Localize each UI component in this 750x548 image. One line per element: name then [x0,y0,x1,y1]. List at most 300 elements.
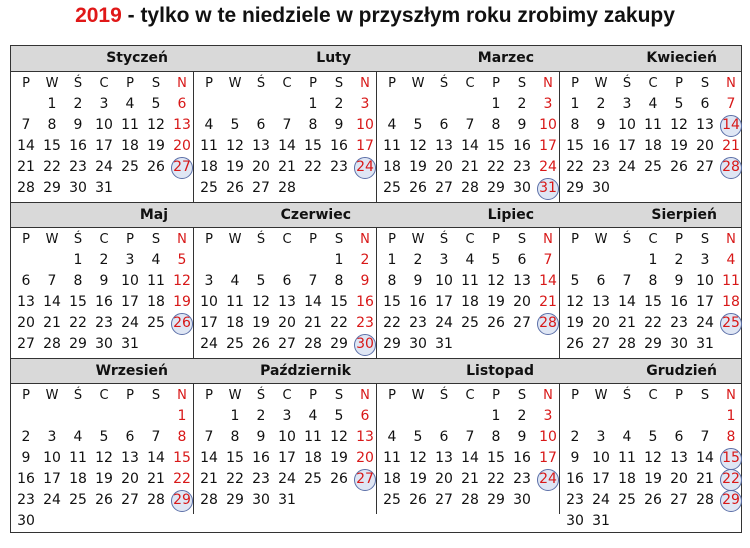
day-cell: 7 [465,429,475,445]
month-name: Kwiecień [646,50,717,66]
day-cell: 27 [252,180,270,196]
month-header [560,358,741,384]
day-cell: 28 [304,336,322,352]
sunday-day: 21 [539,294,557,310]
day-cell: 6 [439,117,449,133]
sunday-day: 6 [360,408,370,424]
weekday-label: Ś [622,232,632,247]
sunday-day: 9 [360,273,370,289]
day-cell: 6 [21,273,31,289]
weekday-label: N [726,76,736,91]
day-cell: 23 [409,315,427,331]
day-cell: 9 [517,117,527,133]
day-cell: 1 [387,252,397,268]
day-cell: 7 [465,117,475,133]
day-cell: 22 [226,471,244,487]
day-cell: 9 [256,429,266,445]
weekday-label: P [205,232,213,247]
day-cell: 17 [43,471,61,487]
weekday-label: W [228,232,242,247]
day-cell: 3 [282,408,292,424]
day-cell: 28 [696,492,714,508]
day-cell: 2 [517,96,527,112]
day-cell: 19 [226,159,244,175]
title-year: 2019 [75,4,122,27]
sunday-day: 2 [360,252,370,268]
month-name: Lipiec [487,207,534,223]
shopping-sunday: 24 [354,157,376,179]
day-cell: 12 [670,117,688,133]
weekday-label: P [126,388,134,403]
day-cell: 25 [147,315,165,331]
day-cell: 7 [21,117,31,133]
day-cell: 9 [73,117,83,133]
shopping-sunday: 24 [537,469,559,491]
day-cell: 13 [17,294,35,310]
day-cell: 29 [487,180,505,196]
day-cell: 20 [696,138,714,154]
weekday-label: Ś [439,76,449,91]
day-cell: 10 [592,450,610,466]
sunday-day: 20 [356,450,374,466]
day-cell: 15 [330,294,348,310]
day-cell: 22 [383,315,401,331]
day-cell: 21 [200,471,218,487]
day-cell: 16 [409,294,427,310]
day-cell: 11 [69,450,87,466]
month-2 [194,46,377,202]
weekday-label: C [282,388,292,403]
day-cell: 3 [439,252,449,268]
day-cell: 13 [435,138,453,154]
day-cell: 30 [409,336,427,352]
day-cell: 23 [95,315,113,331]
day-cell: 21 [461,159,479,175]
day-cell: 1 [334,252,344,268]
day-cell: 7 [308,273,318,289]
page-title [0,4,750,28]
day-cell: 14 [278,138,296,154]
day-cell: 23 [566,492,584,508]
weekday-label: N [543,76,553,91]
day-cell: 6 [282,273,292,289]
day-cell: 31 [592,513,610,529]
weekday-label: S [334,232,344,247]
weekday-label: P [492,76,500,91]
day-cell: 17 [618,138,636,154]
weekday-label: C [648,76,658,91]
day-cell: 12 [95,450,113,466]
weekday-label: W [45,388,59,403]
weekday-label: N [360,232,370,247]
day-cell: 26 [566,336,584,352]
weekday-label: N [177,232,187,247]
day-cell: 24 [121,315,139,331]
day-cell: 21 [304,315,322,331]
day-cell: 12 [409,138,427,154]
day-cell: 9 [674,273,684,289]
weekday-label: P [205,388,213,403]
day-cell: 19 [566,315,584,331]
day-cell: 19 [670,138,688,154]
sunday-day: 17 [539,450,557,466]
weekday-label: C [282,232,292,247]
day-cell: 9 [570,450,580,466]
day-cell: 30 [566,513,584,529]
weekday-label: P [571,76,579,91]
day-cell: 2 [73,96,83,112]
weekday-label: Ś [256,388,266,403]
day-cell: 1 [47,96,57,112]
day-cell: 8 [230,429,240,445]
sunday-day: 6 [177,96,187,112]
month-header [11,358,194,384]
shopping-sunday: 28 [537,313,559,335]
day-cell: 4 [73,429,83,445]
month-header [377,46,560,72]
day-cell: 5 [413,429,423,445]
weekday-label: S [517,76,527,91]
weekday-label: C [465,76,475,91]
day-cell: 18 [618,471,636,487]
day-cell: 7 [204,429,214,445]
weekday-label: S [151,388,161,403]
day-cell: 25 [383,180,401,196]
weekday-label: P [22,232,30,247]
day-cell: 12 [252,294,270,310]
weekday-label: N [726,232,736,247]
day-cell: 20 [592,315,610,331]
day-cell: 22 [566,159,584,175]
day-cell: 22 [69,315,87,331]
day-cell: 28 [147,492,165,508]
sunday-day: 4 [726,252,736,268]
day-cell: 6 [517,252,527,268]
day-cell: 20 [121,471,139,487]
day-cell: 19 [487,294,505,310]
day-cell: 22 [644,315,662,331]
day-cell: 22 [304,159,322,175]
day-cell: 18 [226,315,244,331]
day-cell: 12 [409,450,427,466]
day-cell: 11 [383,138,401,154]
day-cell: 27 [670,492,688,508]
shopping-sunday: 15 [720,448,742,470]
day-cell: 18 [461,294,479,310]
day-cell: 26 [644,492,662,508]
day-cell: 11 [226,294,244,310]
day-cell: 24 [43,492,61,508]
day-cell: 3 [596,429,606,445]
day-cell: 29 [226,492,244,508]
day-cell: 18 [121,138,139,154]
day-cell: 16 [252,450,270,466]
day-cell: 27 [435,180,453,196]
sunday-day: 8 [177,429,187,445]
day-cell: 3 [622,96,632,112]
day-cell: 9 [596,117,606,133]
day-cell: 28 [278,180,296,196]
day-cell: 25 [644,159,662,175]
day-cell: 15 [644,294,662,310]
weekday-label: Ś [73,76,83,91]
day-cell: 20 [17,315,35,331]
month-name: Marzec [477,50,534,66]
shopping-sunday: 30 [354,334,376,356]
day-cell: 6 [256,117,266,133]
day-cell: 19 [147,138,165,154]
month-11 [377,358,560,514]
day-cell: 5 [151,96,161,112]
day-cell: 12 [644,450,662,466]
day-cell: 19 [644,471,662,487]
day-cell: 26 [670,159,688,175]
weekday-label: W [594,76,608,91]
day-cell: 14 [43,294,61,310]
weekday-label: P [492,388,500,403]
day-cell: 15 [487,450,505,466]
day-cell: 26 [409,180,427,196]
day-cell: 17 [121,294,139,310]
month-header [194,358,377,384]
day-cell: 29 [43,180,61,196]
day-cell: 30 [592,180,610,196]
day-cell: 17 [696,294,714,310]
sunday-day: 14 [539,273,557,289]
day-cell: 2 [256,408,266,424]
weekday-label: C [282,76,292,91]
day-cell: 21 [618,315,636,331]
day-cell: 1 [491,96,501,112]
day-cell: 5 [99,429,109,445]
day-cell: 25 [304,471,322,487]
day-cell: 3 [700,252,710,268]
weekday-label: S [517,232,527,247]
calendar-grid [10,45,742,533]
day-cell: 1 [230,408,240,424]
sunday-day: 7 [726,96,736,112]
day-cell: 24 [200,336,218,352]
day-cell: 13 [592,294,610,310]
day-cell: 2 [21,429,31,445]
sunday-day: 10 [539,117,557,133]
day-cell: 2 [99,252,109,268]
weekday-label: C [465,388,475,403]
month-7 [377,202,560,358]
day-cell: 27 [592,336,610,352]
day-cell: 18 [383,159,401,175]
sunday-day: 11 [722,273,740,289]
day-cell: 7 [47,273,57,289]
day-cell: 31 [696,336,714,352]
day-cell: 11 [461,273,479,289]
sunday-day: 3 [360,96,370,112]
weekday-label: N [360,76,370,91]
day-cell: 13 [435,450,453,466]
day-cell: 14 [200,450,218,466]
day-cell: 19 [330,450,348,466]
day-cell: 9 [413,273,423,289]
day-cell: 2 [596,96,606,112]
day-cell: 3 [125,252,135,268]
day-cell: 25 [226,336,244,352]
day-cell: 10 [435,273,453,289]
day-cell: 4 [151,252,161,268]
day-cell: 17 [200,315,218,331]
weekday-label: S [700,76,710,91]
month-name: Czerwiec [280,207,351,223]
day-cell: 25 [461,315,479,331]
day-cell: 24 [696,315,714,331]
day-cell: 28 [461,492,479,508]
day-cell: 22 [43,159,61,175]
sunday-day: 13 [356,429,374,445]
weekday-label: Ś [256,232,266,247]
weekday-label: S [700,388,710,403]
day-cell: 4 [465,252,475,268]
day-cell: 5 [570,273,580,289]
day-cell: 23 [69,159,87,175]
weekday-label: P [309,388,317,403]
day-cell: 14 [461,450,479,466]
day-cell: 13 [696,117,714,133]
day-cell: 31 [95,180,113,196]
weekday-label: P [571,232,579,247]
month-name: Sierpień [651,207,717,223]
weekday-label: W [228,388,242,403]
day-cell: 8 [47,117,57,133]
day-cell: 5 [256,273,266,289]
day-cell: 2 [674,252,684,268]
month-name: Styczeń [106,50,168,66]
weekday-label: P [22,76,30,91]
shopping-sunday: 28 [720,157,742,179]
sunday-day: 12 [173,273,191,289]
day-cell: 5 [334,408,344,424]
day-cell: 26 [95,492,113,508]
day-cell: 28 [17,180,35,196]
month-header [11,202,194,228]
day-cell: 18 [644,138,662,154]
month-header [377,358,560,384]
sunday-day: 10 [356,117,374,133]
day-cell: 6 [596,273,606,289]
day-cell: 6 [125,429,135,445]
day-cell: 21 [17,159,35,175]
day-cell: 12 [226,138,244,154]
day-cell: 13 [278,294,296,310]
weekday-label: S [151,76,161,91]
day-cell: 8 [73,273,83,289]
day-cell: 1 [491,408,501,424]
sunday-day: 24 [539,159,557,175]
day-cell: 28 [461,180,479,196]
shopping-sunday: 31 [537,178,559,200]
weekday-label: Ś [622,76,632,91]
day-cell: 30 [670,336,688,352]
day-cell: 29 [566,180,584,196]
sunday-day: 17 [539,138,557,154]
day-cell: 15 [226,450,244,466]
day-cell: 4 [230,273,240,289]
day-cell: 14 [461,138,479,154]
shopping-sunday: 29 [171,490,193,512]
weekday-label: P [388,232,396,247]
day-cell: 8 [387,273,397,289]
day-cell: 30 [513,180,531,196]
month-header [377,202,560,228]
day-cell: 4 [648,96,658,112]
day-cell: 4 [387,429,397,445]
day-cell: 29 [383,336,401,352]
day-cell: 15 [304,138,322,154]
weekday-label: S [334,76,344,91]
weekday-label: C [99,76,109,91]
day-cell: 8 [648,273,658,289]
day-cell: 15 [566,138,584,154]
weekday-label: P [388,76,396,91]
shopping-sunday: 26 [171,313,193,335]
day-cell: 24 [618,159,636,175]
day-cell: 10 [95,117,113,133]
day-cell: 24 [278,471,296,487]
day-cell: 14 [304,294,322,310]
day-cell: 23 [252,471,270,487]
weekday-label: W [411,76,425,91]
weekday-label: N [543,388,553,403]
day-cell: 15 [383,294,401,310]
day-cell: 21 [278,159,296,175]
day-cell: 16 [330,138,348,154]
day-cell: 18 [304,450,322,466]
weekday-label: W [228,76,242,91]
weekday-label: N [177,388,187,403]
day-cell: 16 [17,471,35,487]
day-cell: 16 [513,450,531,466]
sunday-day: 15 [173,450,191,466]
day-cell: 25 [69,492,87,508]
day-cell: 2 [413,252,423,268]
sunday-day: 16 [356,294,374,310]
day-cell: 25 [121,159,139,175]
day-cell: 17 [95,138,113,154]
day-cell: 15 [487,138,505,154]
day-cell: 4 [204,117,214,133]
day-cell: 14 [618,294,636,310]
month-header [194,202,377,228]
day-cell: 11 [200,138,218,154]
sunday-day: 3 [543,408,553,424]
day-cell: 11 [304,429,322,445]
day-cell: 26 [409,492,427,508]
day-cell: 22 [487,159,505,175]
shopping-sunday: 27 [354,469,376,491]
sunday-day: 22 [173,471,191,487]
sunday-day: 18 [722,294,740,310]
day-cell: 26 [487,315,505,331]
weekday-label: C [648,388,658,403]
weekday-label: Ś [622,388,632,403]
day-cell: 5 [648,429,658,445]
day-cell: 17 [278,450,296,466]
day-cell: 26 [226,180,244,196]
day-cell: 8 [334,273,344,289]
sunday-day: 8 [726,429,736,445]
day-cell: 13 [252,138,270,154]
day-cell: 8 [491,429,501,445]
day-cell: 15 [43,138,61,154]
day-cell: 21 [43,315,61,331]
